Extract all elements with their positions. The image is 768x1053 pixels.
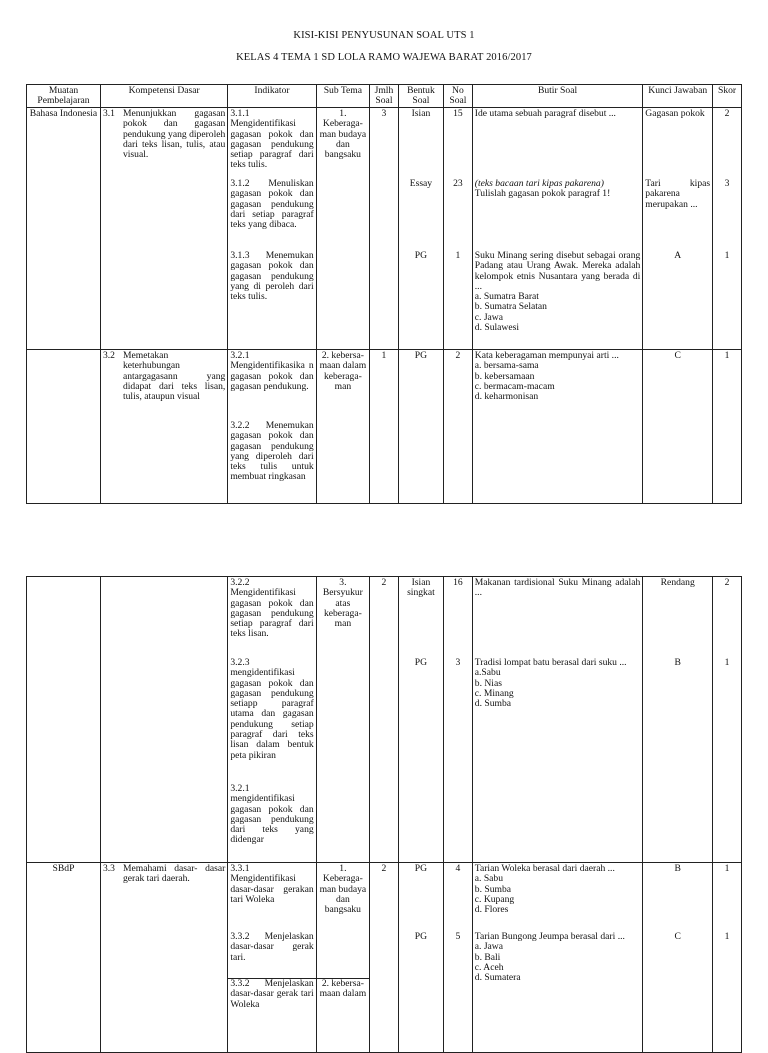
butir-item — [475, 658, 641, 709]
indikator-item: 3.2.3 mengidentifikasi gagasan pokok dan gagasan pendukung setiapp paragraf utama dan gagasan pendukung setiap paragraf dari teks lisan dalam bentuk peta pikiran — [230, 657, 314, 761]
indikator-item: 3.1.2 Menuliskan gagasan pokok dan gagasan pendukung dari setiap paragraf teks yang dibaca. — [230, 178, 314, 231]
option-item: a. Sabu — [474, 873, 504, 885]
kunci-item: Tari kipas pakarena merupakan ... — [645, 178, 711, 210]
no-cell — [444, 863, 473, 1053]
butir-question: Tarian Bungong Jeumpa berasal dari ... — [474, 931, 625, 942]
skor-cell — [713, 577, 742, 863]
no-cell: 2 — [444, 350, 473, 504]
indikator-cell — [228, 108, 316, 350]
option-item: c. Jawa — [474, 311, 503, 323]
table-header-row — [27, 85, 742, 108]
option-item: d. Sumatera — [474, 972, 521, 984]
kd-cell — [100, 863, 227, 1053]
skor-cell — [713, 108, 742, 350]
butir-cell — [472, 577, 643, 863]
bentuk-cell — [398, 108, 443, 350]
header-jmlh-soal: Jmlh Soal — [370, 85, 399, 108]
header-bentuk-soal: Bentuk Soal — [398, 85, 443, 108]
skor-cell: 1 — [713, 350, 742, 504]
option-item: c. Minang — [474, 687, 514, 699]
kd-text: Memahami dasar- dasar gerak tari daerah. — [122, 863, 226, 885]
skor-item: 1 — [724, 250, 730, 261]
skor-item: 2 — [724, 108, 730, 119]
kunci-item: A — [674, 250, 682, 261]
bentuk-item: PG — [414, 931, 428, 942]
kunci-cell — [643, 108, 713, 350]
kunci-item: Rendang — [660, 577, 695, 588]
no-item: 3 — [455, 657, 461, 668]
no-cell — [444, 577, 473, 863]
kd-cell — [100, 577, 227, 863]
subtema-item: 1. Keberaga- man budaya dan bangsaku — [319, 863, 367, 916]
option-item: c. bermacam-macam — [474, 380, 555, 392]
header-butir-soal: Butir Soal — [472, 85, 643, 108]
header-skor: Skor — [713, 85, 742, 108]
no-item: 23 — [453, 178, 463, 189]
indikator-item: 3.3.2 Menjelaskan dasar-dasar gerak tari Woleka — [230, 978, 314, 1010]
butir-item: Makanan tardisional Suku Minang adalah ... — [474, 577, 641, 599]
document-subtitle: KELAS 4 TEMA 1 SD LOLA RAMO WAJEWA BARAT 2016/2017 — [236, 52, 532, 63]
option-item: b. Sumba — [474, 883, 512, 895]
option-item: d. Sumba — [474, 698, 512, 710]
bentuk-item: PG — [414, 657, 428, 668]
bentuk-item: Essay — [409, 178, 433, 189]
option-item: a.Sabu — [474, 667, 501, 679]
kunci-cell — [643, 863, 713, 1053]
butir-note: (teks bacaan tari kipas pakarena) — [474, 178, 604, 189]
header-kunci-jawaban: Kunci Jawaban — [643, 85, 713, 108]
subtema-cell — [316, 863, 369, 1053]
kunci-cell — [643, 577, 713, 863]
document-title: KISI-KISI PENYUSUNAN SOAL UTS 1 — [293, 30, 475, 41]
indikator-cell — [228, 577, 316, 863]
option-item: c. Aceh — [474, 961, 504, 973]
butir-item: Ide utama sebuah paragraf disebut ... — [474, 108, 616, 119]
skor-item: 3 — [724, 178, 730, 189]
butir-question: Tarian Woleka berasal dari daerah ... — [474, 863, 615, 874]
jmlh-cell: 2 — [370, 577, 399, 863]
no-item: 16 — [453, 577, 463, 588]
header-kompetensi-dasar: Kompetensi Dasar — [100, 85, 227, 108]
indikator-item: 3.2.2 Menemukan gagasan pokok dan gagasan pendukung yang diperoleh dari teks tulis untuk membuat ringkasan — [230, 420, 314, 483]
indikator-cell — [228, 863, 316, 1053]
option-item: c. Kupang — [474, 893, 515, 905]
kd-cell — [100, 350, 227, 504]
no-item: 5 — [455, 931, 461, 942]
no-cell — [444, 108, 473, 350]
kd-cell — [100, 108, 227, 350]
jmlh-cell: 3 — [370, 108, 399, 350]
table-row — [27, 108, 742, 350]
no-item: 1 — [455, 250, 461, 261]
option-item: a. bersama-sama — [474, 360, 539, 372]
kunci-item: C — [674, 931, 681, 942]
butir-item — [475, 179, 641, 251]
butir-question: Tulislah gagasan pokok paragraf 1! — [474, 188, 611, 200]
skor-item: 2 — [724, 577, 730, 588]
bentuk-cell — [398, 577, 443, 863]
butir-cell — [472, 350, 643, 504]
option-item: b. Bali — [474, 951, 501, 963]
butir-item — [475, 864, 641, 932]
kd-text: Menunjukkan gagasan pokok dan gagasan pendukung yang diperoleh dari teks lisan, tulis, atau visual. — [122, 108, 226, 161]
subtema-item: 2. kebersa- maan dalam — [319, 978, 367, 1000]
option-item: d. Sulawesi — [474, 322, 520, 334]
butir-question: Tradisi lompat batu berasal dari suku ... — [474, 657, 627, 668]
header-no-soal: No Soal — [444, 85, 473, 108]
option-item: b. Nias — [474, 677, 502, 689]
kunci-item: B — [674, 657, 681, 668]
header-sub-tema: Sub Tema — [316, 85, 369, 108]
skor-item: 1 — [724, 657, 730, 668]
muatan-cell: SBdP — [27, 863, 101, 1053]
header-indikator: Indikator — [228, 85, 316, 108]
kisi-kisi-table-page1 — [26, 84, 742, 504]
kunci-cell: C — [643, 350, 713, 504]
option-item: d. keharmonisan — [474, 391, 539, 403]
kd-number: 3.2 — [102, 350, 115, 361]
butir-item — [475, 932, 641, 983]
skor-item: 1 — [724, 863, 730, 874]
indikator-item: 3.2.2 Mengidentifikasi gagasan pokok dan gagasan pendukung setiap paragraf dari teks lisan. — [230, 577, 314, 640]
indikator-item: 3.3.1 Mengidentifikasi dasar-dasar gerakan tari Woleka — [230, 863, 314, 905]
table-row — [27, 577, 742, 863]
no-item: 15 — [453, 108, 463, 119]
table-row — [27, 350, 742, 504]
no-item: 4 — [455, 863, 461, 874]
option-item: a. Sumatra Barat — [474, 291, 539, 303]
muatan-cell — [27, 577, 101, 863]
indikator-item: 3.1.1 Mengidentifikasi gagasan pokok dan gagasan pendukung setiap paragraf dari teks tulis. — [230, 108, 314, 171]
subtema-cell: 3. Bersyukur atas keberaga- man — [316, 577, 369, 863]
bentuk-cell — [398, 863, 443, 1053]
option-item: a. Jawa — [474, 941, 503, 953]
option-item: b. Sumatra Selatan — [474, 301, 547, 313]
kunci-item: Gagasan pokok — [645, 108, 705, 119]
bentuk-item: PG — [414, 250, 428, 261]
kunci-item: B — [674, 863, 681, 874]
butir-item — [475, 251, 641, 333]
indikator-item: 3.3.2 Menjelaskan dasar-dasar gerak tari. — [230, 931, 314, 963]
option-item: d. Flores — [474, 904, 509, 916]
option-item: b. kebersamaan — [474, 370, 535, 382]
butir-cell — [472, 108, 643, 350]
skor-item: 1 — [724, 931, 730, 942]
bentuk-item: PG — [414, 863, 428, 874]
butir-cell — [472, 863, 643, 1053]
jmlh-cell: 1 — [370, 350, 399, 504]
kd-text: Memetakan keterhubungan antargagasann yang didapat dari teks lisan, tulis, ataupun visual — [122, 350, 226, 403]
kisi-kisi-table-page2 — [26, 576, 742, 1053]
indikator-cell — [228, 350, 316, 504]
jmlh-cell: 2 — [370, 863, 399, 1053]
indikator-item: 3.2.1 Mengidentifikasika n gagasan pokok dan gagasan pendukung. — [230, 350, 314, 392]
table-row — [27, 863, 742, 1053]
indikator-item: 3.2.1 mengidentifikasi gagasan pokok dan gagasan pendukung dari teks yang didengar — [230, 783, 314, 846]
kd-number: 3.1 — [102, 108, 115, 119]
muatan-cell: Bahasa Indonesia — [27, 108, 101, 350]
butir-question: Suku Minang sering disebut sebagai orang Padang atau Urang Awak. Mereka adalah kelompok etnis Nusantara yang berada di ... — [474, 250, 641, 292]
bentuk-item: Isian singkat — [407, 577, 435, 599]
subtema-cell: 1. Keberaga- man budaya dan bangsaku — [316, 108, 369, 350]
skor-cell — [713, 863, 742, 1053]
bentuk-cell: PG — [398, 350, 443, 504]
butir-question: Kata keberagaman mempunyai arti ... — [474, 350, 619, 361]
subtema-cell: 2. kebersa- maan dalam keberaga- man — [316, 350, 369, 504]
indikator-item: 3.1.3 Menemukan gagasan pokok dan gagasan pendukung yang di peroleh dari teks tulis. — [230, 250, 314, 303]
muatan-cell — [27, 350, 101, 504]
kd-number: 3.3 — [102, 863, 115, 874]
bentuk-item: Isian — [411, 108, 431, 119]
header-muatan: Muatan Pembelajaran — [27, 85, 101, 108]
